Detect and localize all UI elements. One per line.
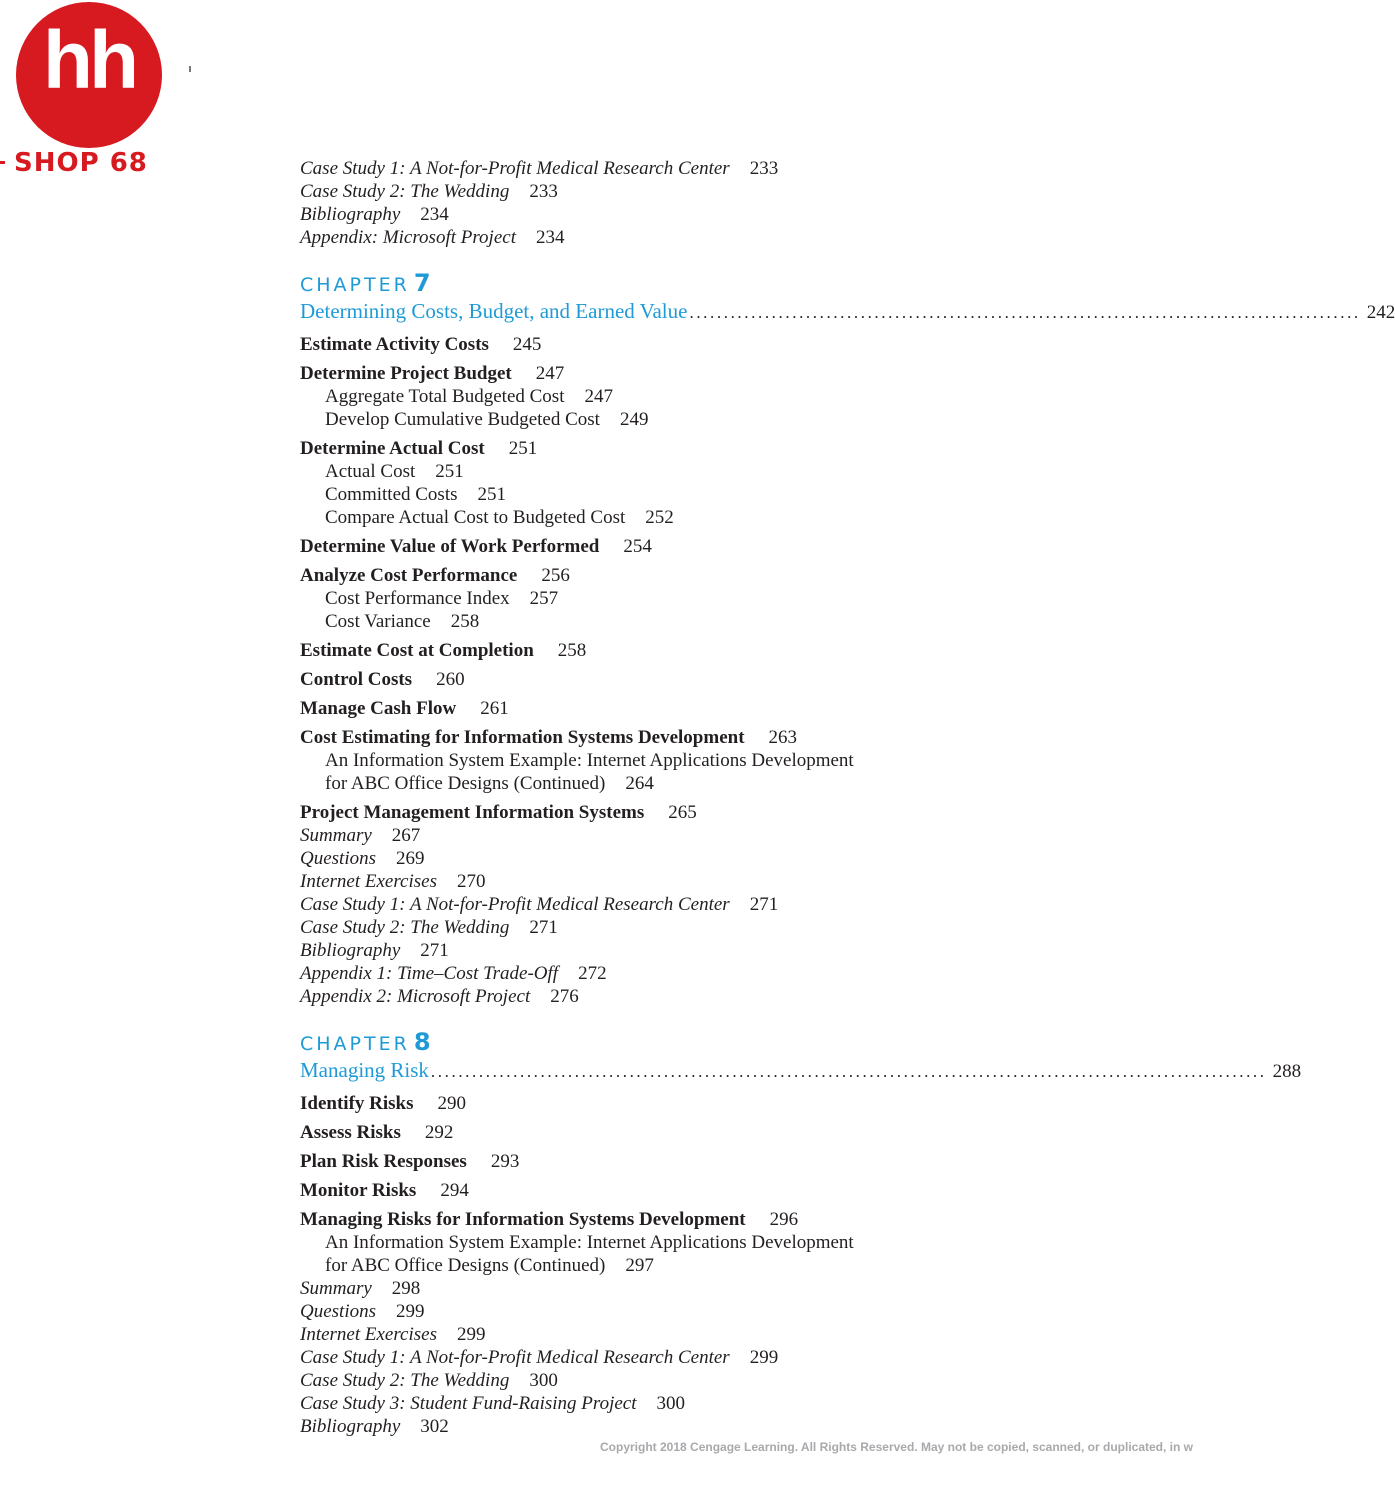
section-entry: Assess Risks 292 <box>300 1122 454 1143</box>
subsection-entry: Committed Costs 251 <box>325 484 506 505</box>
section-entry: Control Costs 260 <box>300 669 465 690</box>
end-matter-entry: Appendix 2: Microsoft Project 276 <box>300 986 579 1007</box>
section-entry: Monitor Risks 294 <box>300 1180 469 1201</box>
subsection-entry: Cost Performance Index 257 <box>325 588 559 609</box>
end-matter-entry: Summary 298 <box>300 1278 421 1299</box>
subsection-entry: Develop Cumulative Budgeted Cost 249 <box>325 409 649 430</box>
toc-entry: Appendix: Microsoft Project 234 <box>300 227 565 248</box>
chapter-title: Managing Risk .......................................................................................................................... 288 <box>300 1058 1302 1082</box>
end-matter-entry: Case Study 3: Student Fund-Raising Project 300 <box>300 1393 685 1414</box>
previous-chapter-end-matter <box>300 157 1160 249</box>
shop-label: SHOP 68 <box>14 148 148 178</box>
section-entry: Estimate Cost at Completion 258 <box>300 640 587 661</box>
section-entry: Plan Risk Responses 293 <box>300 1151 520 1172</box>
copyright-notice: Copyright 2018 Cengage Learning. All Rights Reserved. May not be copied, scanned, or duplicated, in w <box>600 1440 1194 1454</box>
subsection-entry: Compare Actual Cost to Budgeted Cost 252 <box>325 507 674 528</box>
shop-mark <box>0 161 5 164</box>
section-entry: Determine Value of Work Performed 254 <box>300 536 652 557</box>
section-entry: Cost Estimating for Information Systems Development 263 <box>300 727 798 748</box>
subsection-entry: An Information System Example: Internet Applications Development <box>325 750 854 771</box>
subsection-entry: An Information System Example: Internet Applications Development <box>325 1232 854 1253</box>
subsection-entry: Cost Variance 258 <box>325 611 480 632</box>
end-matter-entry: Case Study 1: A Not-for-Profit Medical Research Center 299 <box>300 1347 779 1368</box>
end-matter-entry: Appendix 1: Time–Cost Trade-Off 272 <box>300 963 607 984</box>
stray-mark <box>189 66 191 72</box>
chapter-title: Determining Costs, Budget, and Earned Value .................................................................................................. 242 <box>300 299 1395 323</box>
chapter-label: CHAPTER 8 <box>300 1028 431 1056</box>
toc-entry: Case Study 1: A Not-for-Profit Medical Research Center 233 <box>300 158 779 179</box>
section-entry: Managing Risks for Information Systems Development 296 <box>300 1209 799 1230</box>
subsection-entry: for ABC Office Designs (Continued) 264 <box>325 773 654 794</box>
end-matter-entry: Case Study 2: The Wedding 300 <box>300 1370 558 1391</box>
section-entry: Estimate Activity Costs 245 <box>300 334 542 355</box>
section-entry: Manage Cash Flow 261 <box>300 698 509 719</box>
subsection-entry: Actual Cost 251 <box>325 461 464 482</box>
section-entry: Determine Actual Cost 251 <box>300 438 538 459</box>
toc-entry: Bibliography 234 <box>300 204 449 225</box>
end-matter-entry: Case Study 1: A Not-for-Profit Medical Research Center 271 <box>300 894 779 915</box>
end-matter-entry: Bibliography 302 <box>300 1416 449 1437</box>
end-matter-entry: Internet Exercises 299 <box>300 1324 486 1345</box>
logo-text: hh <box>42 15 136 106</box>
toc-entry: Case Study 2: The Wedding 233 <box>300 181 558 202</box>
shop-logo <box>16 2 162 148</box>
section-entry: Project Management Information Systems 265 <box>300 802 697 823</box>
end-matter-entry: Case Study 2: The Wedding 271 <box>300 917 558 938</box>
table-of-contents <box>300 157 1395 1438</box>
chapter-7 <box>300 269 1395 1008</box>
subsection-entry: Aggregate Total Budgeted Cost 247 <box>325 386 613 407</box>
subsection-entry: for ABC Office Designs (Continued) 297 <box>325 1255 654 1276</box>
end-matter-entry: Questions 269 <box>300 848 425 869</box>
end-matter-entry: Internet Exercises 270 <box>300 871 486 892</box>
section-entry: Analyze Cost Performance 256 <box>300 565 570 586</box>
section-entry: Determine Project Budget 247 <box>300 363 565 384</box>
section-entry: Identify Risks 290 <box>300 1093 466 1114</box>
end-matter-entry: Summary 267 <box>300 825 421 846</box>
end-matter-entry: Bibliography 271 <box>300 940 449 961</box>
end-matter-entry: Questions 299 <box>300 1301 425 1322</box>
chapter-label: CHAPTER 7 <box>300 269 431 297</box>
chapter-8 <box>300 1028 1302 1438</box>
